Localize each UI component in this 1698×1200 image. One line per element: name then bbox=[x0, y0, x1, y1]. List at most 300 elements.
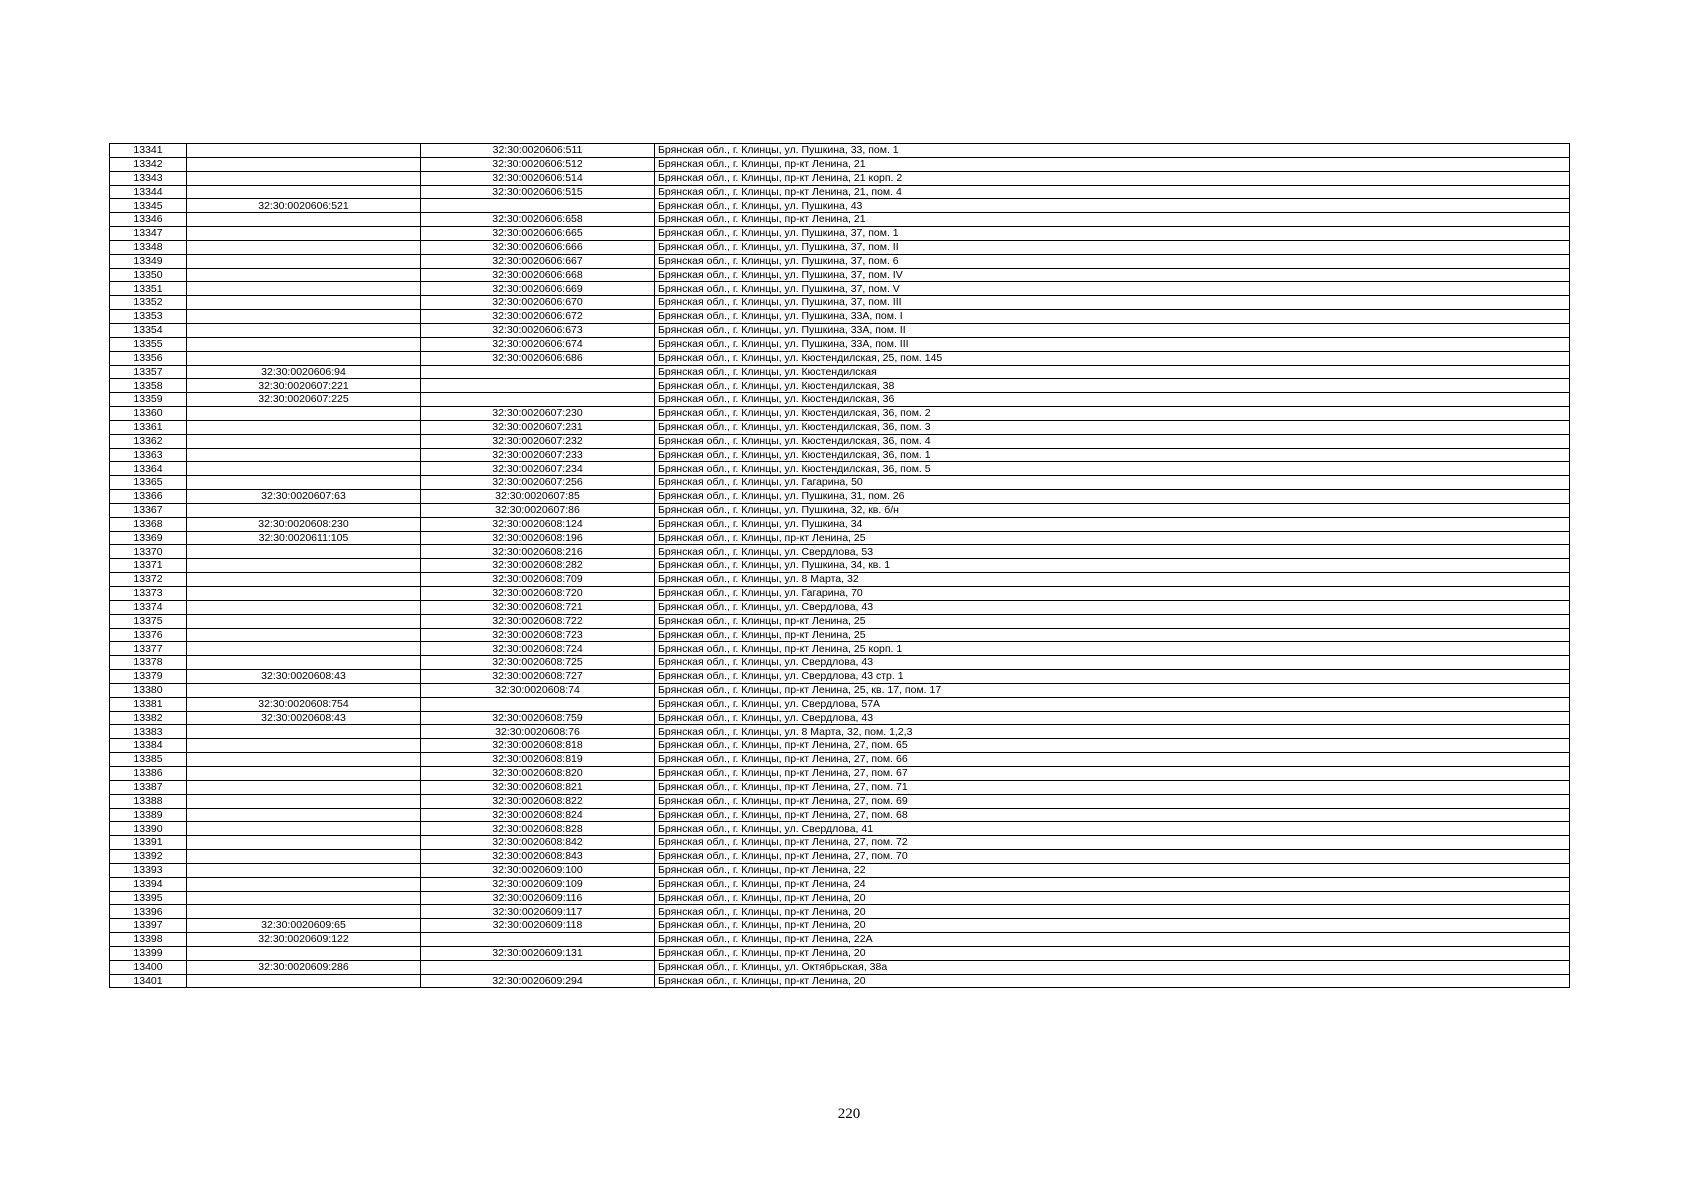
land-cadastral-number-cell bbox=[187, 407, 421, 421]
land-cadastral-number-cell bbox=[187, 420, 421, 434]
object-cadastral-number-cell: 32:30:0020608:727 bbox=[421, 670, 655, 684]
row-number-cell: 13373 bbox=[110, 587, 187, 601]
land-cadastral-number-cell bbox=[187, 656, 421, 670]
object-cadastral-number-cell: 32:30:0020606:665 bbox=[421, 227, 655, 241]
row-number-cell: 13383 bbox=[110, 725, 187, 739]
row-number-cell: 13387 bbox=[110, 780, 187, 794]
land-cadastral-number-cell: 32:30:0020609:122 bbox=[187, 933, 421, 947]
object-cadastral-number-cell: 32:30:0020608:720 bbox=[421, 587, 655, 601]
address-cell: Брянская обл., г. Клинцы, ул. Свердлова, 43 bbox=[655, 656, 1570, 670]
address-cell: Брянская обл., г. Клинцы, ул. Пушкина, 37, пом. IV bbox=[655, 268, 1570, 282]
table-row bbox=[110, 157, 1570, 171]
object-cadastral-number-cell: 32:30:0020609:109 bbox=[421, 877, 655, 891]
land-cadastral-number-cell bbox=[187, 587, 421, 601]
object-cadastral-number-cell: 32:30:0020606:669 bbox=[421, 282, 655, 296]
land-cadastral-number-cell bbox=[187, 157, 421, 171]
object-cadastral-number-cell: 32:30:0020608:124 bbox=[421, 517, 655, 531]
table-row bbox=[110, 227, 1570, 241]
land-cadastral-number-cell bbox=[187, 850, 421, 864]
row-number-cell: 13360 bbox=[110, 407, 187, 421]
table-row bbox=[110, 919, 1570, 933]
address-cell: Брянская обл., г. Клинцы, ул. Кюстендилская, 36, пом. 4 bbox=[655, 434, 1570, 448]
object-cadastral-number-cell: 32:30:0020607:232 bbox=[421, 434, 655, 448]
row-number-cell: 13370 bbox=[110, 545, 187, 559]
land-cadastral-number-cell bbox=[187, 268, 421, 282]
registry-table-body bbox=[110, 144, 1570, 988]
table-row bbox=[110, 905, 1570, 919]
object-cadastral-number-cell: 32:30:0020608:843 bbox=[421, 850, 655, 864]
table-row bbox=[110, 753, 1570, 767]
address-cell: Брянская обл., г. Клинцы, ул. Пушкина, 34 bbox=[655, 517, 1570, 531]
table-row bbox=[110, 863, 1570, 877]
object-cadastral-number-cell: 32:30:0020607:233 bbox=[421, 448, 655, 462]
table-row bbox=[110, 766, 1570, 780]
address-cell: Брянская обл., г. Клинцы, ул. Кюстендилская, 36, пом. 2 bbox=[655, 407, 1570, 421]
row-number-cell: 13355 bbox=[110, 337, 187, 351]
row-number-cell: 13371 bbox=[110, 559, 187, 573]
table-row bbox=[110, 310, 1570, 324]
object-cadastral-number-cell bbox=[421, 697, 655, 711]
address-cell: Брянская обл., г. Клинцы, ул. Свердлова, 53 bbox=[655, 545, 1570, 559]
table-row bbox=[110, 476, 1570, 490]
table-row bbox=[110, 600, 1570, 614]
land-cadastral-number-cell bbox=[187, 282, 421, 296]
land-cadastral-number-cell bbox=[187, 642, 421, 656]
land-cadastral-number-cell bbox=[187, 296, 421, 310]
table-row bbox=[110, 199, 1570, 213]
address-cell: Брянская обл., г. Клинцы, пр-кт Ленина, 27, пом. 67 bbox=[655, 766, 1570, 780]
address-cell: Брянская обл., г. Клинцы, ул. 8 Марта, 32 bbox=[655, 573, 1570, 587]
land-cadastral-number-cell bbox=[187, 780, 421, 794]
table-row bbox=[110, 531, 1570, 545]
object-cadastral-number-cell: 32:30:0020608:216 bbox=[421, 545, 655, 559]
table-row bbox=[110, 517, 1570, 531]
table-row bbox=[110, 268, 1570, 282]
address-cell: Брянская обл., г. Клинцы, ул. Кюстендилская, 38 bbox=[655, 379, 1570, 393]
table-row bbox=[110, 891, 1570, 905]
address-cell: Брянская обл., г. Клинцы, ул. Свердлова, 43 bbox=[655, 711, 1570, 725]
address-cell: Брянская обл., г. Клинцы, ул. Пушкина, 33А, пом. I bbox=[655, 310, 1570, 324]
row-number-cell: 13363 bbox=[110, 448, 187, 462]
row-number-cell: 13356 bbox=[110, 351, 187, 365]
address-cell: Брянская обл., г. Клинцы, пр-кт Ленина, 25 корп. 1 bbox=[655, 642, 1570, 656]
object-cadastral-number-cell: 32:30:0020609:117 bbox=[421, 905, 655, 919]
object-cadastral-number-cell: 32:30:0020608:818 bbox=[421, 739, 655, 753]
row-number-cell: 13348 bbox=[110, 240, 187, 254]
object-cadastral-number-cell: 32:30:0020609:118 bbox=[421, 919, 655, 933]
land-cadastral-number-cell bbox=[187, 946, 421, 960]
address-cell: Брянская обл., г. Клинцы, ул. Пушкина, 37, пом. III bbox=[655, 296, 1570, 310]
land-cadastral-number-cell bbox=[187, 573, 421, 587]
table-row bbox=[110, 628, 1570, 642]
land-cadastral-number-cell bbox=[187, 171, 421, 185]
object-cadastral-number-cell: 32:30:0020606:512 bbox=[421, 157, 655, 171]
land-cadastral-number-cell: 32:30:0020611:105 bbox=[187, 531, 421, 545]
address-cell: Брянская обл., г. Клинцы, пр-кт Ленина, 25 bbox=[655, 628, 1570, 642]
land-cadastral-number-cell: 32:30:0020607:221 bbox=[187, 379, 421, 393]
row-number-cell: 13364 bbox=[110, 462, 187, 476]
table-row bbox=[110, 365, 1570, 379]
row-number-cell: 13367 bbox=[110, 503, 187, 517]
land-cadastral-number-cell bbox=[187, 337, 421, 351]
table-row bbox=[110, 587, 1570, 601]
land-cadastral-number-cell bbox=[187, 905, 421, 919]
page-number: 220 bbox=[837, 1106, 861, 1122]
object-cadastral-number-cell: 32:30:0020606:658 bbox=[421, 213, 655, 227]
row-number-cell: 13393 bbox=[110, 863, 187, 877]
land-cadastral-number-cell: 32:30:0020606:521 bbox=[187, 199, 421, 213]
table-row bbox=[110, 711, 1570, 725]
land-cadastral-number-cell bbox=[187, 628, 421, 642]
land-cadastral-number-cell bbox=[187, 545, 421, 559]
land-cadastral-number-cell bbox=[187, 808, 421, 822]
object-cadastral-number-cell: 32:30:0020609:116 bbox=[421, 891, 655, 905]
row-number-cell: 13342 bbox=[110, 157, 187, 171]
object-cadastral-number-cell: 32:30:0020607:234 bbox=[421, 462, 655, 476]
table-row bbox=[110, 794, 1570, 808]
land-cadastral-number-cell bbox=[187, 794, 421, 808]
row-number-cell: 13378 bbox=[110, 656, 187, 670]
land-cadastral-number-cell bbox=[187, 836, 421, 850]
address-cell: Брянская обл., г. Клинцы, ул. Кюстендилская bbox=[655, 365, 1570, 379]
object-cadastral-number-cell bbox=[421, 960, 655, 974]
row-number-cell: 13379 bbox=[110, 670, 187, 684]
address-cell: Брянская обл., г. Клинцы, пр-кт Ленина, 24 bbox=[655, 877, 1570, 891]
table-row bbox=[110, 877, 1570, 891]
row-number-cell: 13357 bbox=[110, 365, 187, 379]
row-number-cell: 13399 bbox=[110, 946, 187, 960]
row-number-cell: 13381 bbox=[110, 697, 187, 711]
address-cell: Брянская обл., г. Клинцы, пр-кт Ленина, 21 корп. 2 bbox=[655, 171, 1570, 185]
object-cadastral-number-cell: 32:30:0020607:86 bbox=[421, 503, 655, 517]
object-cadastral-number-cell: 32:30:0020609:131 bbox=[421, 946, 655, 960]
land-cadastral-number-cell bbox=[187, 240, 421, 254]
row-number-cell: 13382 bbox=[110, 711, 187, 725]
row-number-cell: 13374 bbox=[110, 600, 187, 614]
land-cadastral-number-cell bbox=[187, 600, 421, 614]
object-cadastral-number-cell: 32:30:0020608:821 bbox=[421, 780, 655, 794]
table-row bbox=[110, 656, 1570, 670]
address-cell: Брянская обл., г. Клинцы, ул. Пушкина, 31, пом. 26 bbox=[655, 490, 1570, 504]
land-cadastral-number-cell bbox=[187, 683, 421, 697]
object-cadastral-number-cell bbox=[421, 365, 655, 379]
object-cadastral-number-cell: 32:30:0020608:721 bbox=[421, 600, 655, 614]
row-number-cell: 13350 bbox=[110, 268, 187, 282]
land-cadastral-number-cell bbox=[187, 434, 421, 448]
address-cell: Брянская обл., г. Клинцы, ул. Кюстендилская, 25, пом. 145 bbox=[655, 351, 1570, 365]
land-cadastral-number-cell: 32:30:0020608:754 bbox=[187, 697, 421, 711]
table-row bbox=[110, 960, 1570, 974]
land-cadastral-number-cell bbox=[187, 877, 421, 891]
land-cadastral-number-cell bbox=[187, 476, 421, 490]
object-cadastral-number-cell bbox=[421, 393, 655, 407]
address-cell: Брянская обл., г. Клинцы, пр-кт Ленина, 25 bbox=[655, 531, 1570, 545]
table-row bbox=[110, 822, 1570, 836]
row-number-cell: 13341 bbox=[110, 144, 187, 158]
row-number-cell: 13396 bbox=[110, 905, 187, 919]
land-cadastral-number-cell bbox=[187, 559, 421, 573]
address-cell: Брянская обл., г. Клинцы, ул. Свердлова, 43 bbox=[655, 600, 1570, 614]
land-cadastral-number-cell bbox=[187, 614, 421, 628]
row-number-cell: 13385 bbox=[110, 753, 187, 767]
table-row bbox=[110, 254, 1570, 268]
address-cell: Брянская обл., г. Клинцы, пр-кт Ленина, 20 bbox=[655, 891, 1570, 905]
object-cadastral-number-cell: 32:30:0020606:673 bbox=[421, 323, 655, 337]
land-cadastral-number-cell bbox=[187, 351, 421, 365]
land-cadastral-number-cell bbox=[187, 891, 421, 905]
land-cadastral-number-cell: 32:30:0020609:286 bbox=[187, 960, 421, 974]
address-cell: Брянская обл., г. Клинцы, пр-кт Ленина, 27, пом. 66 bbox=[655, 753, 1570, 767]
object-cadastral-number-cell: 32:30:0020609:100 bbox=[421, 863, 655, 877]
land-cadastral-number-cell bbox=[187, 185, 421, 199]
row-number-cell: 13389 bbox=[110, 808, 187, 822]
table-row bbox=[110, 407, 1570, 421]
object-cadastral-number-cell: 32:30:0020608:74 bbox=[421, 683, 655, 697]
address-cell: Брянская обл., г. Клинцы, пр-кт Ленина, 21 bbox=[655, 213, 1570, 227]
table-row bbox=[110, 670, 1570, 684]
land-cadastral-number-cell: 32:30:0020607:225 bbox=[187, 393, 421, 407]
object-cadastral-number-cell: 32:30:0020608:819 bbox=[421, 753, 655, 767]
row-number-cell: 13388 bbox=[110, 794, 187, 808]
object-cadastral-number-cell: 32:30:0020608:759 bbox=[421, 711, 655, 725]
address-cell: Брянская обл., г. Клинцы, ул. Пушкина, 32, кв. б/н bbox=[655, 503, 1570, 517]
table-row bbox=[110, 420, 1570, 434]
land-cadastral-number-cell bbox=[187, 213, 421, 227]
table-row bbox=[110, 559, 1570, 573]
object-cadastral-number-cell: 32:30:0020608:820 bbox=[421, 766, 655, 780]
row-number-cell: 13343 bbox=[110, 171, 187, 185]
address-cell: Брянская обл., г. Клинцы, ул. Пушкина, 37, пом. 6 bbox=[655, 254, 1570, 268]
row-number-cell: 13353 bbox=[110, 310, 187, 324]
address-cell: Брянская обл., г. Клинцы, пр-кт Ленина, 27, пом. 69 bbox=[655, 794, 1570, 808]
object-cadastral-number-cell: 32:30:0020608:822 bbox=[421, 794, 655, 808]
address-cell: Брянская обл., г. Клинцы, ул. Гагарина, 50 bbox=[655, 476, 1570, 490]
table-row bbox=[110, 282, 1570, 296]
table-row bbox=[110, 725, 1570, 739]
table-row bbox=[110, 171, 1570, 185]
table-row bbox=[110, 213, 1570, 227]
row-number-cell: 13401 bbox=[110, 974, 187, 988]
row-number-cell: 13349 bbox=[110, 254, 187, 268]
row-number-cell: 13362 bbox=[110, 434, 187, 448]
address-cell: Брянская обл., г. Клинцы, пр-кт Ленина, 20 bbox=[655, 919, 1570, 933]
row-number-cell: 13394 bbox=[110, 877, 187, 891]
table-row bbox=[110, 974, 1570, 988]
land-cadastral-number-cell bbox=[187, 863, 421, 877]
object-cadastral-number-cell: 32:30:0020609:294 bbox=[421, 974, 655, 988]
address-cell: Брянская обл., г. Клинцы, ул. Пушкина, 37, пом. II bbox=[655, 240, 1570, 254]
address-cell: Брянская обл., г. Клинцы, ул. Пушкина, 33, пом. 1 bbox=[655, 144, 1570, 158]
address-cell: Брянская обл., г. Клинцы, пр-кт Ленина, 22 bbox=[655, 863, 1570, 877]
row-number-cell: 13351 bbox=[110, 282, 187, 296]
row-number-cell: 13398 bbox=[110, 933, 187, 947]
land-cadastral-number-cell: 32:30:0020608:230 bbox=[187, 517, 421, 531]
address-cell: Брянская обл., г. Клинцы, ул. Пушкина, 34, кв. 1 bbox=[655, 559, 1570, 573]
row-number-cell: 13368 bbox=[110, 517, 187, 531]
land-cadastral-number-cell bbox=[187, 323, 421, 337]
object-cadastral-number-cell: 32:30:0020606:511 bbox=[421, 144, 655, 158]
table-row bbox=[110, 780, 1570, 794]
land-cadastral-number-cell: 32:30:0020607:63 bbox=[187, 490, 421, 504]
land-cadastral-number-cell bbox=[187, 144, 421, 158]
land-cadastral-number-cell bbox=[187, 766, 421, 780]
table-row bbox=[110, 351, 1570, 365]
row-number-cell: 13352 bbox=[110, 296, 187, 310]
table-row bbox=[110, 462, 1570, 476]
object-cadastral-number-cell bbox=[421, 379, 655, 393]
table-row bbox=[110, 490, 1570, 504]
address-cell: Брянская обл., г. Клинцы, пр-кт Ленина, 22А bbox=[655, 933, 1570, 947]
address-cell: Брянская обл., г. Клинцы, ул. Свердлова, 43 стр. 1 bbox=[655, 670, 1570, 684]
object-cadastral-number-cell bbox=[421, 933, 655, 947]
address-cell: Брянская обл., г. Клинцы, пр-кт Ленина, 27, пом. 70 bbox=[655, 850, 1570, 864]
object-cadastral-number-cell: 32:30:0020608:709 bbox=[421, 573, 655, 587]
table-row bbox=[110, 545, 1570, 559]
address-cell: Брянская обл., г. Клинцы, пр-кт Ленина, 25, кв. 17, пом. 17 bbox=[655, 683, 1570, 697]
table-row bbox=[110, 379, 1570, 393]
address-cell: Брянская обл., г. Клинцы, пр-кт Ленина, 21, пом. 4 bbox=[655, 185, 1570, 199]
land-cadastral-number-cell: 32:30:0020606:94 bbox=[187, 365, 421, 379]
object-cadastral-number-cell: 32:30:0020608:196 bbox=[421, 531, 655, 545]
land-cadastral-number-cell bbox=[187, 753, 421, 767]
land-cadastral-number-cell: 32:30:0020608:43 bbox=[187, 670, 421, 684]
table-row bbox=[110, 323, 1570, 337]
land-cadastral-number-cell bbox=[187, 822, 421, 836]
row-number-cell: 13395 bbox=[110, 891, 187, 905]
object-cadastral-number-cell: 32:30:0020606:672 bbox=[421, 310, 655, 324]
address-cell: Брянская обл., г. Клинцы, ул. Октябрьская, 38а bbox=[655, 960, 1570, 974]
row-number-cell: 13365 bbox=[110, 476, 187, 490]
table-row bbox=[110, 739, 1570, 753]
address-cell: Брянская обл., г. Клинцы, ул. Свердлова, 41 bbox=[655, 822, 1570, 836]
object-cadastral-number-cell: 32:30:0020608:842 bbox=[421, 836, 655, 850]
land-cadastral-number-cell bbox=[187, 254, 421, 268]
object-cadastral-number-cell: 32:30:0020606:668 bbox=[421, 268, 655, 282]
address-cell: Брянская обл., г. Клинцы, пр-кт Ленина, 27, пом. 65 bbox=[655, 739, 1570, 753]
object-cadastral-number-cell: 32:30:0020607:85 bbox=[421, 490, 655, 504]
table-row bbox=[110, 836, 1570, 850]
row-number-cell: 13346 bbox=[110, 213, 187, 227]
table-row bbox=[110, 185, 1570, 199]
object-cadastral-number-cell: 32:30:0020608:722 bbox=[421, 614, 655, 628]
address-cell: Брянская обл., г. Клинцы, пр-кт Ленина, 20 bbox=[655, 905, 1570, 919]
land-cadastral-number-cell bbox=[187, 462, 421, 476]
table-row bbox=[110, 240, 1570, 254]
object-cadastral-number-cell: 32:30:0020608:723 bbox=[421, 628, 655, 642]
address-cell: Брянская обл., г. Клинцы, ул. 8 Марта, 32, пом. 1,2,3 bbox=[655, 725, 1570, 739]
row-number-cell: 13347 bbox=[110, 227, 187, 241]
address-cell: Брянская обл., г. Клинцы, ул. Свердлова, 57А bbox=[655, 697, 1570, 711]
object-cadastral-number-cell: 32:30:0020606:514 bbox=[421, 171, 655, 185]
table-row bbox=[110, 933, 1570, 947]
address-cell: Брянская обл., г. Клинцы, пр-кт Ленина, 20 bbox=[655, 946, 1570, 960]
row-number-cell: 13375 bbox=[110, 614, 187, 628]
object-cadastral-number-cell: 32:30:0020606:666 bbox=[421, 240, 655, 254]
row-number-cell: 13397 bbox=[110, 919, 187, 933]
address-cell: Брянская обл., г. Клинцы, пр-кт Ленина, 27, пом. 72 bbox=[655, 836, 1570, 850]
land-cadastral-number-cell bbox=[187, 974, 421, 988]
object-cadastral-number-cell: 32:30:0020606:674 bbox=[421, 337, 655, 351]
object-cadastral-number-cell: 32:30:0020607:230 bbox=[421, 407, 655, 421]
table-row bbox=[110, 683, 1570, 697]
row-number-cell: 13345 bbox=[110, 199, 187, 213]
address-cell: Брянская обл., г. Клинцы, ул. Кюстендилская, 36 bbox=[655, 393, 1570, 407]
object-cadastral-number-cell: 32:30:0020607:256 bbox=[421, 476, 655, 490]
table-row bbox=[110, 697, 1570, 711]
address-cell: Брянская обл., г. Клинцы, ул. Пушкина, 33А, пом. II bbox=[655, 323, 1570, 337]
land-cadastral-number-cell bbox=[187, 739, 421, 753]
object-cadastral-number-cell: 32:30:0020608:282 bbox=[421, 559, 655, 573]
address-cell: Брянская обл., г. Клинцы, ул. Кюстендилская, 36, пом. 3 bbox=[655, 420, 1570, 434]
object-cadastral-number-cell: 32:30:0020606:515 bbox=[421, 185, 655, 199]
row-number-cell: 13366 bbox=[110, 490, 187, 504]
object-cadastral-number-cell: 32:30:0020607:231 bbox=[421, 420, 655, 434]
address-cell: Брянская обл., г. Клинцы, ул. Пушкина, 43 bbox=[655, 199, 1570, 213]
table-row bbox=[110, 808, 1570, 822]
row-number-cell: 13386 bbox=[110, 766, 187, 780]
address-cell: Брянская обл., г. Клинцы, пр-кт Ленина, 20 bbox=[655, 974, 1570, 988]
object-cadastral-number-cell: 32:30:0020608:724 bbox=[421, 642, 655, 656]
row-number-cell: 13391 bbox=[110, 836, 187, 850]
address-cell: Брянская обл., г. Клинцы, ул. Пушкина, 37, пом. V bbox=[655, 282, 1570, 296]
table-row bbox=[110, 573, 1570, 587]
object-cadastral-number-cell: 32:30:0020608:828 bbox=[421, 822, 655, 836]
row-number-cell: 13376 bbox=[110, 628, 187, 642]
object-cadastral-number-cell bbox=[421, 199, 655, 213]
row-number-cell: 13392 bbox=[110, 850, 187, 864]
address-cell: Брянская обл., г. Клинцы, ул. Гагарина, 70 bbox=[655, 587, 1570, 601]
object-cadastral-number-cell: 32:30:0020606:667 bbox=[421, 254, 655, 268]
row-number-cell: 13400 bbox=[110, 960, 187, 974]
table-row bbox=[110, 144, 1570, 158]
table-row bbox=[110, 614, 1570, 628]
address-cell: Брянская обл., г. Клинцы, ул. Пушкина, 37, пом. 1 bbox=[655, 227, 1570, 241]
land-cadastral-number-cell bbox=[187, 227, 421, 241]
table-row bbox=[110, 337, 1570, 351]
row-number-cell: 13344 bbox=[110, 185, 187, 199]
row-number-cell: 13354 bbox=[110, 323, 187, 337]
row-number-cell: 13369 bbox=[110, 531, 187, 545]
row-number-cell: 13390 bbox=[110, 822, 187, 836]
row-number-cell: 13358 bbox=[110, 379, 187, 393]
object-cadastral-number-cell: 32:30:0020608:76 bbox=[421, 725, 655, 739]
land-cadastral-number-cell bbox=[187, 448, 421, 462]
table-row bbox=[110, 642, 1570, 656]
table-row bbox=[110, 296, 1570, 310]
table-row bbox=[110, 946, 1570, 960]
table-row bbox=[110, 503, 1570, 517]
object-cadastral-number-cell: 32:30:0020608:824 bbox=[421, 808, 655, 822]
row-number-cell: 13384 bbox=[110, 739, 187, 753]
land-cadastral-number-cell bbox=[187, 725, 421, 739]
land-cadastral-number-cell: 32:30:0020609:65 bbox=[187, 919, 421, 933]
address-cell: Брянская обл., г. Клинцы, ул. Кюстендилская, 36, пом. 5 bbox=[655, 462, 1570, 476]
row-number-cell: 13380 bbox=[110, 683, 187, 697]
land-cadastral-number-cell bbox=[187, 310, 421, 324]
object-cadastral-number-cell: 32:30:0020606:686 bbox=[421, 351, 655, 365]
address-cell: Брянская обл., г. Клинцы, ул. Пушкина, 33А, пом. III bbox=[655, 337, 1570, 351]
object-cadastral-number-cell: 32:30:0020608:725 bbox=[421, 656, 655, 670]
address-cell: Брянская обл., г. Клинцы, пр-кт Ленина, 27, пом. 71 bbox=[655, 780, 1570, 794]
registry-table bbox=[109, 143, 1570, 988]
row-number-cell: 13359 bbox=[110, 393, 187, 407]
table-row bbox=[110, 393, 1570, 407]
table-row bbox=[110, 448, 1570, 462]
object-cadastral-number-cell: 32:30:0020606:670 bbox=[421, 296, 655, 310]
address-cell: Брянская обл., г. Клинцы, пр-кт Ленина, 25 bbox=[655, 614, 1570, 628]
table-row bbox=[110, 434, 1570, 448]
row-number-cell: 13372 bbox=[110, 573, 187, 587]
